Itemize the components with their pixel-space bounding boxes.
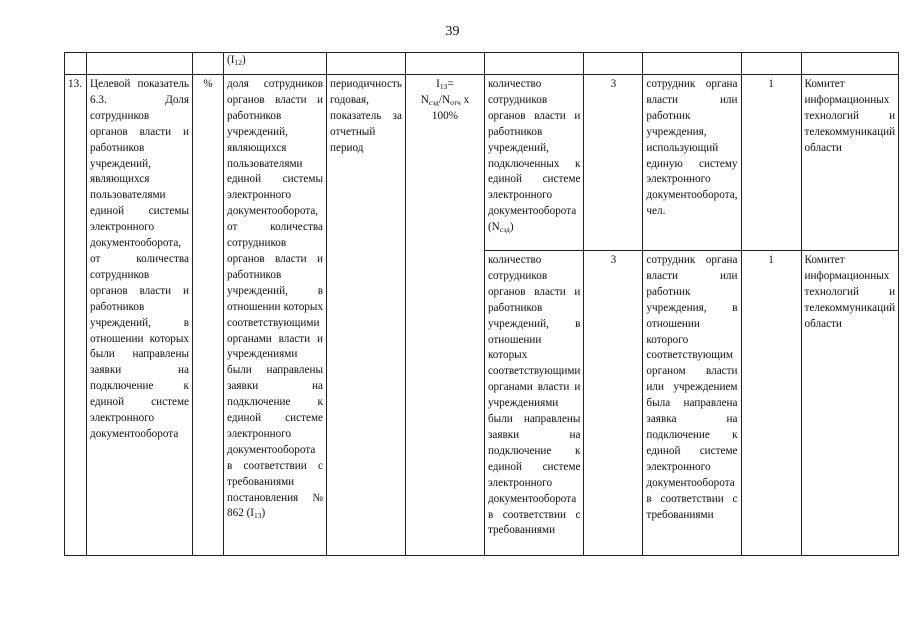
formula-eq: = [447,78,454,90]
cell-empty [327,53,406,75]
method-1: 3 [584,75,643,251]
base-indicator-2-text: количество сотрудников органов власти и работников учреждений, в отношении которых соответствующими органами власти и учреждениями были направлены заявки на подключение к единой системе электронного документооборота в соответствии с требованиями [487,254,581,537]
collection-1: 1 [741,75,801,251]
formula-lhs-sub: 13 [439,82,448,91]
unit-desc-2-text: сотрудник органа власти или работник учреждения, в отношении которого соответствующим органом власти или учреждением была направлена заявка на подключение к единой системе электронного документооборота в соответствии с требованиями [646,254,738,521]
unit-desc-2 [643,251,741,556]
indicator-ref-cell [224,53,327,75]
continuation-row [65,53,899,75]
cell-empty [584,53,643,75]
formula-num: N [420,93,429,106]
formula-lhs: I [436,78,440,90]
base-indicator-2 [484,251,583,556]
row-number: 13. [65,75,87,556]
indicator-ref-close: ) [241,54,246,66]
responsible-1: Комитет информационных технологий и телекоммуникаций области [801,75,899,251]
responsible-2: Комитет информационных технологий и телекоммуникаций области [801,251,899,556]
indicator-unit: % [193,75,224,556]
base-indicator-1 [484,75,583,251]
base-indicator-1-sub: сэд [499,225,510,235]
indicator-definition [224,75,327,556]
definition-text: доля сотрудников органов власти и работников учреждений, являющихся пользователями единой системы электронного документооборота, от количества сотрудников органов власти и работников учреждений, в отношении которых соответствующими органами власти и учреждениями были направлены заявки на подключение к единой системе электронного документооборота в соответствии с требованиями постановления № 862 (I [227,78,323,520]
indicator-name: Целевой показатель 6.3. Доля сотрудников органов власти и работников учреждений, являющихся пользователями единой системы электронного документооборота, от количества сотрудников органов власти и работников учреждений, в отношении которых были направлены заявки на подключение к единой системе электронного документооборота [87,75,193,556]
formula-den-sub: отч [450,97,461,107]
formula [405,75,484,556]
unit-desc-1: сотрудник органа власти или работник учреждения, использующий единую систему электронного документооборота, чел. [643,75,741,251]
indicator-ref: (I [227,54,235,66]
cell-empty [643,53,741,75]
definition-close: ) [261,507,266,520]
base-indicator-1-text: количество сотрудников органов власти и работников учреждений, подключенных к единой системе электронного документооборота (N [487,78,581,234]
cell-empty [801,53,899,75]
periodicity: периодичность годовая, показатель за отчетный период [327,75,406,556]
base-indicator-1-close: ) [509,221,514,234]
formula-den: /N [438,93,451,106]
collection-2: 1 [741,251,801,556]
definition-sub: 13 [254,511,262,521]
formula-num-sub: сэд [428,97,439,107]
page-number: 39 [445,24,460,39]
cell-empty [741,53,801,75]
cell-empty [87,53,193,75]
cell-empty [65,53,87,75]
indicator-ref-sub: 12 [234,58,242,67]
indicators-table [64,52,899,556]
formula-tail: x 100% [431,93,470,122]
cell-empty [484,53,583,75]
cell-empty [405,53,484,75]
method-2: 3 [584,251,643,556]
cell-empty [193,53,224,75]
table-row [65,75,899,251]
